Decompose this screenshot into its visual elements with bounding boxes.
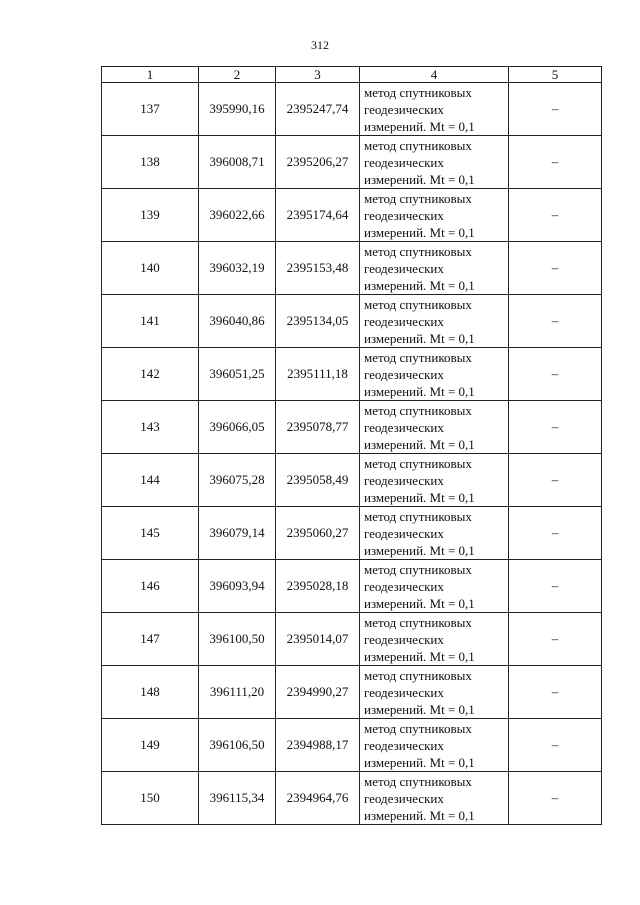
method-line-2: геодезических bbox=[364, 525, 444, 541]
method-line-3: измерений. Mt = 0,1 bbox=[364, 648, 475, 664]
x-coordinate-cell: 396040,86 bbox=[199, 295, 276, 348]
x-coordinate-cell: 396115,34 bbox=[199, 772, 276, 825]
table-row bbox=[102, 719, 602, 772]
method-cell bbox=[360, 401, 509, 454]
table-row bbox=[102, 666, 602, 719]
method-line-1: метод спутниковых bbox=[364, 84, 472, 100]
method-cell bbox=[360, 454, 509, 507]
method-line-1: метод спутниковых bbox=[364, 402, 472, 418]
column-5-cell: – bbox=[509, 719, 602, 772]
x-coordinate-cell: 395990,16 bbox=[199, 83, 276, 136]
method-line-3: измерений. Mt = 0,1 bbox=[364, 542, 475, 558]
column-5-cell: – bbox=[509, 136, 602, 189]
x-coordinate-cell: 396075,28 bbox=[199, 454, 276, 507]
y-coordinate-cell: 2395111,18 bbox=[276, 348, 360, 401]
table-row bbox=[102, 83, 602, 136]
x-coordinate-cell: 396111,20 bbox=[199, 666, 276, 719]
column-5-cell: – bbox=[509, 242, 602, 295]
point-number-cell: 143 bbox=[102, 401, 199, 454]
method-line-2: геодезических bbox=[364, 472, 444, 488]
method-line-2: геодезических bbox=[364, 790, 444, 806]
coordinates-table bbox=[101, 66, 602, 825]
table-row bbox=[102, 348, 602, 401]
method-line-3: измерений. Mt = 0,1 bbox=[364, 807, 475, 823]
table-row bbox=[102, 242, 602, 295]
method-cell bbox=[360, 83, 509, 136]
y-coordinate-cell: 2395078,77 bbox=[276, 401, 360, 454]
y-coordinate-cell: 2395134,05 bbox=[276, 295, 360, 348]
header-cell-5: 5 bbox=[509, 67, 602, 83]
method-line-1: метод спутниковых bbox=[364, 614, 472, 630]
column-5-cell: – bbox=[509, 666, 602, 719]
method-cell bbox=[360, 242, 509, 295]
method-cell bbox=[360, 507, 509, 560]
point-number-cell: 145 bbox=[102, 507, 199, 560]
page-number: 312 bbox=[311, 38, 329, 52]
method-line-1: метод спутниковых bbox=[364, 508, 472, 524]
y-coordinate-cell: 2395247,74 bbox=[276, 83, 360, 136]
method-cell bbox=[360, 295, 509, 348]
method-line-1: метод спутниковых bbox=[364, 667, 472, 683]
method-line-3: измерений. Mt = 0,1 bbox=[364, 171, 475, 187]
header-cell-4: 4 bbox=[360, 67, 509, 83]
y-coordinate-cell: 2395014,07 bbox=[276, 613, 360, 666]
y-coordinate-cell: 2395058,49 bbox=[276, 454, 360, 507]
column-5-cell: – bbox=[509, 189, 602, 242]
table-row bbox=[102, 772, 602, 825]
point-number-cell: 144 bbox=[102, 454, 199, 507]
method-cell bbox=[360, 666, 509, 719]
y-coordinate-cell: 2395153,48 bbox=[276, 242, 360, 295]
y-coordinate-cell: 2394990,27 bbox=[276, 666, 360, 719]
method-line-1: метод спутниковых bbox=[364, 455, 472, 471]
method-line-2: геодезических bbox=[364, 631, 444, 647]
x-coordinate-cell: 396106,50 bbox=[199, 719, 276, 772]
method-line-2: геодезических bbox=[364, 684, 444, 700]
table-row bbox=[102, 295, 602, 348]
method-cell bbox=[360, 560, 509, 613]
x-coordinate-cell: 396022,66 bbox=[199, 189, 276, 242]
x-coordinate-cell: 396100,50 bbox=[199, 613, 276, 666]
method-line-2: геодезических bbox=[364, 101, 444, 117]
method-line-1: метод спутниковых bbox=[364, 243, 472, 259]
point-number-cell: 142 bbox=[102, 348, 199, 401]
method-line-1: метод спутниковых bbox=[364, 773, 472, 789]
method-line-3: измерений. Mt = 0,1 bbox=[364, 330, 475, 346]
x-coordinate-cell: 396066,05 bbox=[199, 401, 276, 454]
method-line-1: метод спутниковых bbox=[364, 137, 472, 153]
y-coordinate-cell: 2395060,27 bbox=[276, 507, 360, 560]
table-row bbox=[102, 454, 602, 507]
method-line-3: измерений. Mt = 0,1 bbox=[364, 595, 475, 611]
x-coordinate-cell: 396051,25 bbox=[199, 348, 276, 401]
column-5-cell: – bbox=[509, 401, 602, 454]
point-number-cell: 137 bbox=[102, 83, 199, 136]
method-cell bbox=[360, 613, 509, 666]
table-row bbox=[102, 613, 602, 666]
point-number-cell: 149 bbox=[102, 719, 199, 772]
column-5-cell: – bbox=[509, 295, 602, 348]
y-coordinate-cell: 2395174,64 bbox=[276, 189, 360, 242]
point-number-cell: 150 bbox=[102, 772, 199, 825]
method-line-3: измерений. Mt = 0,1 bbox=[364, 489, 475, 505]
y-coordinate-cell: 2395028,18 bbox=[276, 560, 360, 613]
column-5-cell: – bbox=[509, 772, 602, 825]
table-row bbox=[102, 507, 602, 560]
column-5-cell: – bbox=[509, 613, 602, 666]
column-5-cell: – bbox=[509, 560, 602, 613]
header-cell-1: 1 bbox=[102, 67, 199, 83]
column-5-cell: – bbox=[509, 83, 602, 136]
y-coordinate-cell: 2395206,27 bbox=[276, 136, 360, 189]
point-number-cell: 146 bbox=[102, 560, 199, 613]
method-line-2: геодезических bbox=[364, 207, 444, 223]
table-row bbox=[102, 136, 602, 189]
method-cell bbox=[360, 719, 509, 772]
method-line-3: измерений. Mt = 0,1 bbox=[364, 701, 475, 717]
method-line-1: метод спутниковых bbox=[364, 720, 472, 736]
method-line-1: метод спутниковых bbox=[364, 296, 472, 312]
column-5-cell: – bbox=[509, 454, 602, 507]
point-number-cell: 139 bbox=[102, 189, 199, 242]
table-row bbox=[102, 401, 602, 454]
x-coordinate-cell: 396008,71 bbox=[199, 136, 276, 189]
method-cell bbox=[360, 772, 509, 825]
table-row bbox=[102, 560, 602, 613]
point-number-cell: 138 bbox=[102, 136, 199, 189]
point-number-cell: 140 bbox=[102, 242, 199, 295]
table-row bbox=[102, 189, 602, 242]
method-line-2: геодезических bbox=[364, 737, 444, 753]
method-line-2: геодезических bbox=[364, 260, 444, 276]
header-cell-2: 2 bbox=[199, 67, 276, 83]
method-line-1: метод спутниковых bbox=[364, 561, 472, 577]
y-coordinate-cell: 2394988,17 bbox=[276, 719, 360, 772]
method-line-2: геодезических bbox=[364, 313, 444, 329]
method-cell bbox=[360, 348, 509, 401]
x-coordinate-cell: 396093,94 bbox=[199, 560, 276, 613]
method-line-2: геодезических bbox=[364, 578, 444, 594]
method-line-3: измерений. Mt = 0,1 bbox=[364, 436, 475, 452]
point-number-cell: 147 bbox=[102, 613, 199, 666]
point-number-cell: 141 bbox=[102, 295, 199, 348]
y-coordinate-cell: 2394964,76 bbox=[276, 772, 360, 825]
method-line-3: измерений. Mt = 0,1 bbox=[364, 224, 475, 240]
point-number-cell: 148 bbox=[102, 666, 199, 719]
header-row bbox=[102, 67, 602, 83]
method-line-2: геодезических bbox=[364, 366, 444, 382]
method-line-3: измерений. Mt = 0,1 bbox=[364, 754, 475, 770]
header-cell-3: 3 bbox=[276, 67, 360, 83]
method-cell bbox=[360, 189, 509, 242]
x-coordinate-cell: 396032,19 bbox=[199, 242, 276, 295]
method-line-2: геодезических bbox=[364, 154, 444, 170]
method-line-1: метод спутниковых bbox=[364, 190, 472, 206]
method-line-1: метод спутниковых bbox=[364, 349, 472, 365]
method-line-3: измерений. Mt = 0,1 bbox=[364, 277, 475, 293]
method-line-3: измерений. Mt = 0,1 bbox=[364, 383, 475, 399]
x-coordinate-cell: 396079,14 bbox=[199, 507, 276, 560]
method-cell bbox=[360, 136, 509, 189]
method-line-3: измерений. Mt = 0,1 bbox=[364, 118, 475, 134]
column-5-cell: – bbox=[509, 348, 602, 401]
column-5-cell: – bbox=[509, 507, 602, 560]
method-line-2: геодезических bbox=[364, 419, 444, 435]
